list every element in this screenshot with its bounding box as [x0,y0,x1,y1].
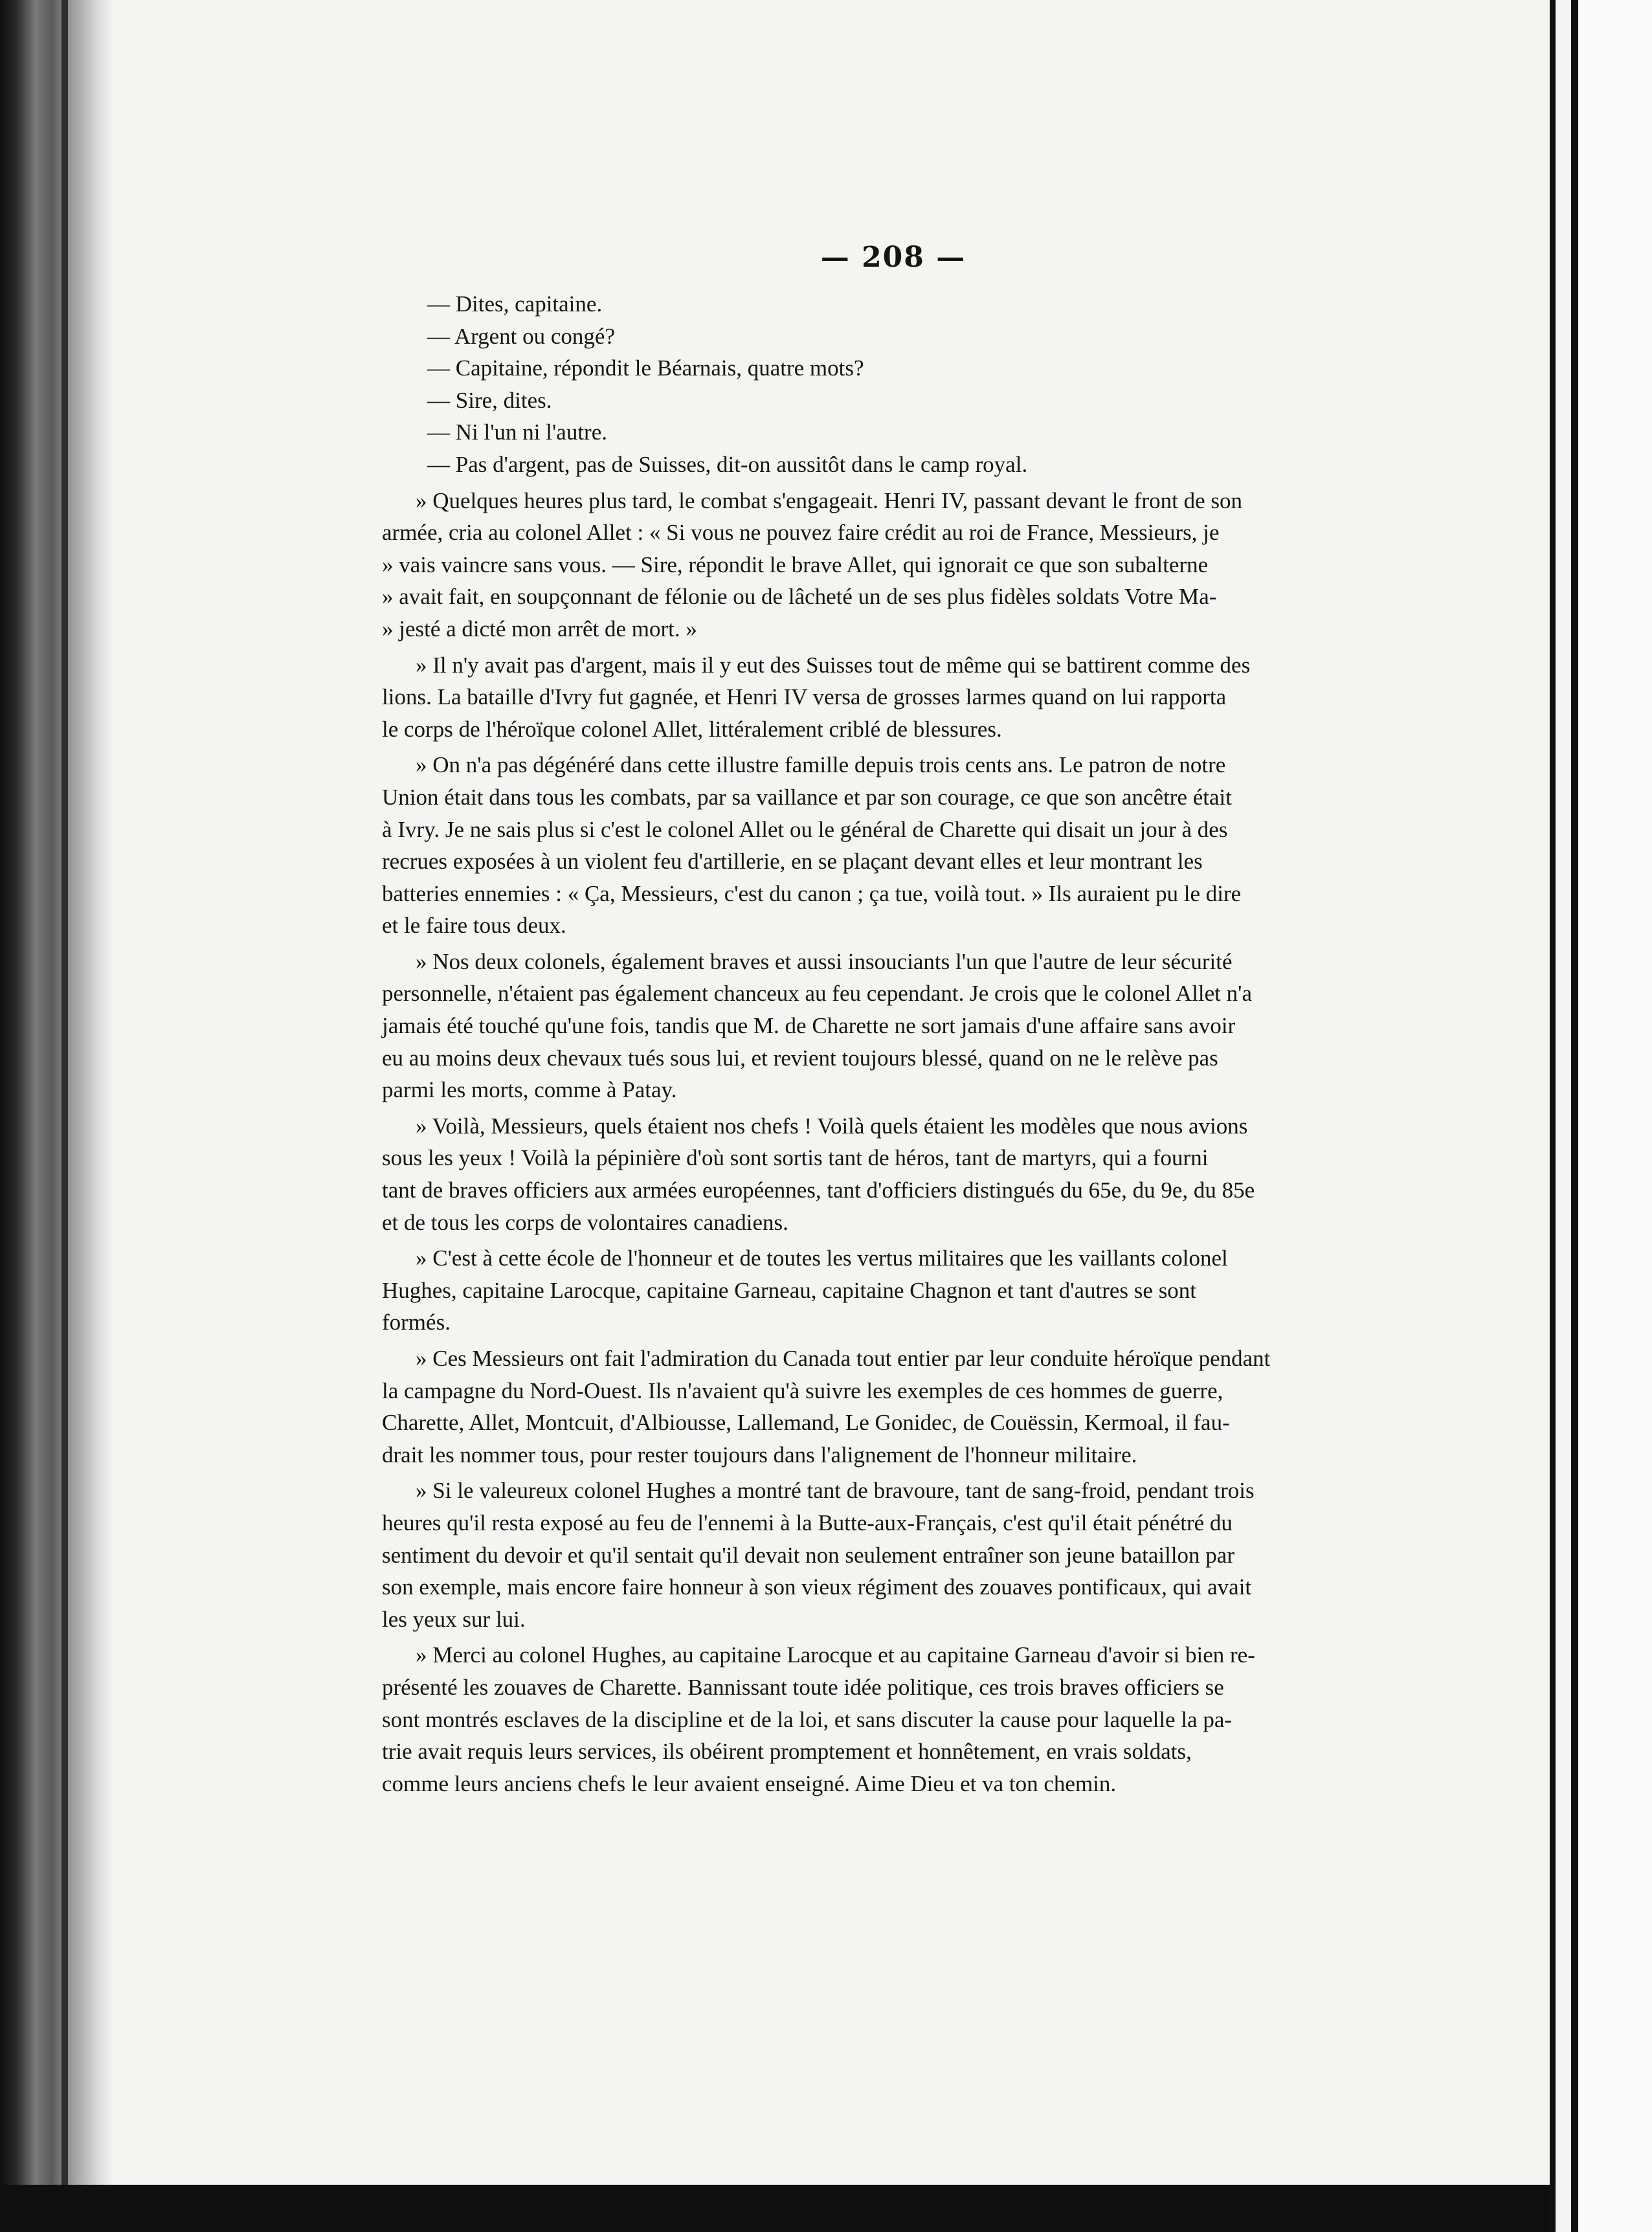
text-line: drait les nommer tous, pour rester toujours dans l'alignement de l'honneur militaire. [382,1442,1137,1468]
text-line: eu au moins deux chevaux tués sous lui, et revient toujours blessé, quand on ne le relève pas [382,1045,1218,1071]
text-line: » On n'a pas dégénéré dans cette illustre famille depuis trois cents ans. Le patron de notre [416,752,1226,778]
text-line: son exemple, mais encore faire honneur à son vieux régiment des zouaves pontificaux, qui avait [382,1574,1252,1600]
scan-right-rule-outer [1571,0,1578,2232]
scan-left-edge [0,0,113,2232]
text-line: — Pas d'argent, pas de Suisses, dit-on aussitôt dans le camp royal. [427,451,1028,477]
text-line: batteries ennemies : « Ça, Messieurs, c'est du canon ; ça tue, voilà tout. » Ils auraient pu le dire [382,880,1242,906]
text-line: sentiment du devoir et qu'il sentait qu'il devait non seulement entraîner son jeune bataillon par [382,1542,1234,1568]
text-line: » Voilà, Messieurs, quels étaient nos chefs ! Voilà quels étaient les modèles que nous avions [416,1113,1248,1139]
text-line: formés. [382,1310,451,1335]
text-line: — Argent ou congé? [427,323,615,349]
text-line: » vais vaincre sans vous. — Sire, répondit le brave Allet, qui ignorait ce que son subalterne [382,552,1209,577]
text-line: — Ni l'un ni l'autre. [427,419,607,445]
text-line: » jesté a dicté mon arrêt de mort. » [382,616,697,642]
text-line: tant de braves officiers aux armées européennes, tant d'officiers distingués du 65e, du 9e, du 85e [382,1177,1255,1203]
scan-left-shadow [61,0,68,2232]
text-line: » Ces Messieurs ont fait l'admiration du Canada tout entier par leur conduite héroïque pendant [416,1346,1271,1371]
text-line: jamais été touché qu'une fois, tandis que M. de Charette ne sort jamais d'une affaire sans avoir [382,1013,1236,1039]
text-line: heures qu'il resta exposé au feu de l'ennemi à la Butte-aux-Français, c'est qu'il était pénétré du [382,1510,1233,1535]
text-line: armée, cria au colonel Allet : « Si vous ne pouvez faire crédit au roi de France, Messieurs, je [382,520,1220,546]
text-line: » Si le valeureux colonel Hughes a montré tant de bravoure, tant de sang-froid, pendant trois [416,1478,1255,1504]
text-line: sont montrés esclaves de la discipline et de la loi, et sans discuter la cause pour laquelle la pa- [382,1706,1233,1732]
text-line: les yeux sur lui. [382,1606,526,1632]
text-line: lions. La bataille d'Ivry fut gagnée, et Henri IV versa de grosses larmes quand on lui rapporta [382,684,1227,710]
text-line: personnelle, n'étaient pas également chanceux au feu cependant. Je crois que le colonel Allet n'a [382,981,1252,1007]
text-line: » Nos deux colonels, également braves et aussi insouciants l'un que l'autre de leur sécurité [416,948,1233,974]
text-line: sous les yeux ! Voilà la pépinière d'où sont sortis tant de héros, tant de martyrs, qui a fourni [382,1145,1209,1171]
scan-right-rule [1550,0,1556,2232]
text-line: le corps de l'héroïque colonel Allet, littéralement criblé de blessures. [382,716,1002,742]
text-line: » Il n'y avait pas d'argent, mais il y eut des Suisses tout de même qui se battirent comme des [416,652,1251,678]
text-line: — Sire, dites. [427,387,552,413]
scan-right-margin [1578,0,1652,2232]
text-line: présenté les zouaves de Charette. Bannissant toute idée politique, ces trois braves officiers se [382,1674,1224,1700]
text-line: comme leurs anciens chefs le leur avaient enseigné. Aime Dieu et va ton chemin. [382,1770,1117,1796]
text-line: à Ivry. Je ne sais plus si c'est le colonel Allet ou le général de Charette qui disait un jour à des [382,816,1228,842]
text-line: et le faire tous deux. [382,913,566,939]
text-line: » Merci au colonel Hughes, au capitaine Larocque et au capitaine Garneau d'avoir si bien re- [416,1642,1255,1668]
text-line: » C'est à cette école de l'honneur et de toutes les vertus militaires que les vaillants colonel [416,1245,1228,1271]
text-line: recrues exposées à un violent feu d'artillerie, en se plaçant devant elles et leur montrant les [382,849,1203,875]
text-line: » avait fait, en soupçonnant de félonie ou de lâcheté un de ses plus fidèles soldats Votre Ma- [382,584,1217,610]
page-number: — 208 — [820,241,966,274]
body-text [382,288,1418,1800]
text-line: Hughes, capitaine Larocque, capitaine Garneau, capitaine Chagnon et tant d'autres se sont [382,1277,1197,1303]
text-line: et de tous les corps de volontaires canadiens. [382,1209,788,1235]
text-line: — Dites, capitaine. [427,291,603,317]
text-line: parmi les morts, comme à Patay. [382,1077,677,1103]
text-line: » Quelques heures plus tard, le combat s'engageait. Henri IV, passant devant le front de son [416,487,1242,513]
text-line: — Capitaine, répondit le Béarnais, quatre mots? [427,355,864,381]
text-line: Union était dans tous les combats, par sa vaillance et par son courage, ce que son ancêtre était [382,784,1232,810]
text-line: Charette, Allet, Montcuit, d'Albiousse, Lallemand, Le Gonidec, de Couëssin, Kermoal, il fau- [382,1410,1230,1436]
scan-bottom-edge [0,2185,1550,2232]
text-line: trie avait requis leurs services, ils obéirent promptement et honnêtement, en vrais soldats, [382,1739,1192,1765]
text-line: la campagne du Nord-Ouest. Ils n'avaient qu'à suivre les exemples de ces hommes de guerre, [382,1378,1223,1403]
